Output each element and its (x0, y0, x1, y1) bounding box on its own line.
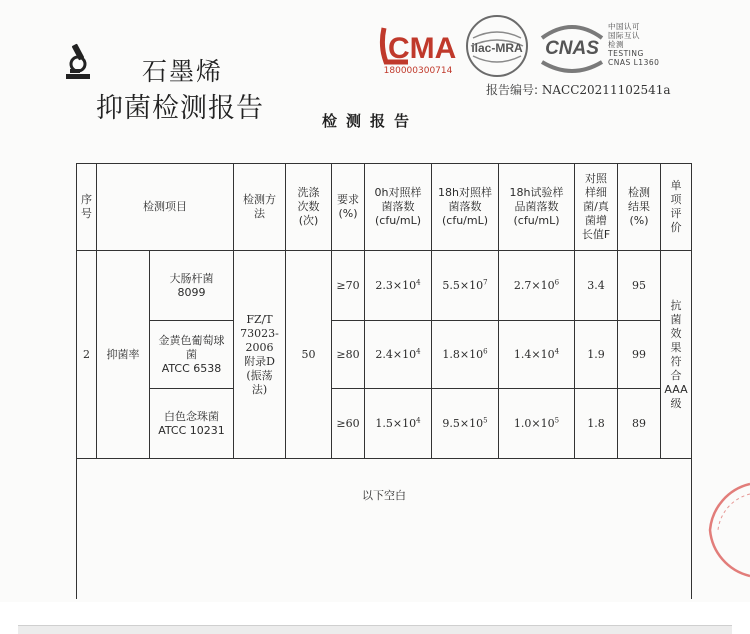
result-cell: 99 (618, 321, 661, 389)
col-wash: 洗涤 次数 (次) (286, 164, 332, 251)
control-0h-cell: $2.4\times 10^4$ (365, 321, 432, 389)
control-18h-cell: $1.8\times 10^6$ (432, 321, 499, 389)
control-18h-cell: $9.5\times 10^5$ (432, 389, 499, 459)
test-18h-cell: $1.4\times 10^4$ (499, 321, 575, 389)
report-title: 抑菌检测报告 (96, 93, 264, 124)
requirement-cell: ≥70 (332, 251, 365, 321)
growth-f-cell: 3.4 (575, 251, 618, 321)
organism-cell: 大肠杆菌 8099 (150, 251, 234, 321)
report-number (486, 81, 671, 98)
control-0h-cell: $2.3\times 10^4$ (365, 251, 432, 321)
ilac-mra-logo-icon (463, 12, 531, 80)
results-table (76, 163, 692, 599)
requirement-cell: ≥80 (332, 321, 365, 389)
result-cell: 95 (618, 251, 661, 321)
blank-row (77, 459, 692, 599)
col-growth-f: 对照 样细 菌/真 菌增 长值F (575, 164, 618, 251)
method-cell: FZ/T 73023- 2006 附录D (振荡 法) (234, 251, 286, 459)
cnas-line: TESTING (608, 49, 644, 58)
report-number-label: 报告编号: (486, 83, 539, 97)
growth-f-cell: 1.9 (575, 321, 618, 389)
cnas-line: 检测 (608, 40, 624, 49)
col-result: 检测 结果 (%) (618, 164, 661, 251)
result-cell: 89 (618, 389, 661, 459)
control-0h-cell: $1.5\times 10^4$ (365, 389, 432, 459)
control-18h-cell: $5.5\times 10^7$ (432, 251, 499, 321)
wash-cell: 50 (286, 251, 332, 459)
requirement-cell: ≥60 (332, 389, 365, 459)
test-18h-cell: $2.7\times 10^6$ (499, 251, 575, 321)
col-control-18h: 18h对照样 菌落数 (cfu/mL) (432, 164, 499, 251)
report-subtitle: 检测报告 (322, 112, 419, 130)
ilac-text: ilac-MRA (471, 41, 523, 55)
table-row (77, 389, 692, 459)
cnas-line: 中国认可 (608, 22, 640, 31)
seal-stamp-icon (704, 480, 750, 580)
cma-number: 180000300714 (383, 66, 453, 76)
col-method: 检测方 法 (234, 164, 286, 251)
blank-note: 以下空白 (77, 459, 692, 599)
col-evaluation: 单 项 评 价 (661, 164, 692, 251)
cnas-logo-icon (536, 18, 608, 74)
cma-text: CMA (388, 32, 456, 65)
page-gap (0, 602, 750, 631)
cnas-line: 国际互认 (608, 31, 640, 40)
cnas-caption (608, 22, 659, 67)
col-requirement: 要求 (%) (332, 164, 365, 251)
col-item: 检测项目 (97, 164, 234, 251)
microscope-icon (62, 42, 94, 82)
cnas-text: CNAS (545, 38, 599, 59)
growth-f-cell: 1.8 (575, 389, 618, 459)
header-row (77, 164, 692, 251)
col-test-18h: 18h试验样 品菌落数 (cfu/mL) (499, 164, 575, 251)
test-18h-cell: $1.0\times 10^5$ (499, 389, 575, 459)
table-row (77, 251, 692, 321)
category-cell: 抑菌率 (97, 251, 150, 459)
cnas-line: CNAS L1360 (608, 58, 660, 67)
organism-cell: 白色念珠菌 ATCC 10231 (150, 389, 234, 459)
organism-cell: 金黄色葡萄球 菌 ATCC 6538 (150, 321, 234, 389)
table-row (77, 321, 692, 389)
seq-cell: 2 (77, 251, 97, 459)
next-page-edge (18, 625, 732, 634)
col-seq: 序 号 (77, 164, 97, 251)
evaluation-cell: 抗 菌 效 果 符 合 AAA 级 (661, 251, 692, 459)
brand-name: 石墨烯 (142, 57, 224, 86)
report-number-value: NACC20211102541a (541, 83, 671, 97)
col-control-0h: 0h对照样 菌落数 (cfu/mL) (365, 164, 432, 251)
